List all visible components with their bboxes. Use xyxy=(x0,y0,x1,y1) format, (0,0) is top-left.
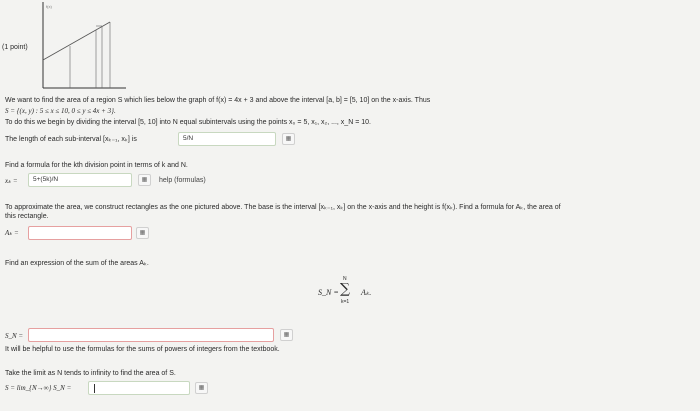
sum-lower-limit: k=1 xyxy=(341,299,350,305)
problem-line-1: We want to find the area of a region S which lies below the graph of f(x) = 4x + 3 and above the interval [a, b] = [5, 10] on the x-axis. Thus xyxy=(5,97,431,104)
q2-label: Aₖ = xyxy=(5,229,19,237)
subinterval-length-input[interactable]: 5/N xyxy=(178,132,276,146)
text-caret xyxy=(94,384,95,393)
matrix-icon[interactable]: ▦ xyxy=(138,174,151,186)
problem-line-2: S = {(x, y) : 5 ≤ x ≤ 10, 0 ≤ y ≤ 4x + 3}. xyxy=(5,107,116,115)
sigma-symbol: ∑ xyxy=(340,281,350,297)
q2-prompt-line-2: this rectangle. xyxy=(5,213,49,220)
division-point-input[interactable]: 5+(5k)/N xyxy=(28,173,132,187)
matrix-icon[interactable]: ▦ xyxy=(280,329,293,341)
points-label: (1 point) xyxy=(2,44,28,51)
matrix-icon[interactable]: ▦ xyxy=(282,133,295,145)
q2-prompt-line-1: To approximate the area, we construct rectangles as the one pictured above. The base is the interval [xₖ₋₁, xₖ] on the x-axis and the height is f(xₖ). Find a formula for Aₖ, the area of xyxy=(5,204,561,211)
sum-upper-limit: N xyxy=(343,276,347,282)
q4-prompt: Take the limit as N tends to infinity to find the area of S. xyxy=(5,370,176,377)
sum-expression-input[interactable] xyxy=(28,328,274,342)
rectangle-graph xyxy=(40,0,130,92)
graph-axis-label: f(x) xyxy=(46,4,52,9)
rectangle-area-input[interactable] xyxy=(28,226,132,240)
q3-prompt: Find an expression of the sum of the areas Aₖ. xyxy=(5,260,149,267)
q1-prompt: Find a formula for the kth division point in terms of k and N. xyxy=(5,162,188,169)
problem-line-3: To do this we begin by dividing the interval [5, 10] into N equal subintervals using the points x₀ = 5, x₁, x₂, ..., x_N = 10. xyxy=(5,119,371,126)
matrix-icon[interactable]: ▦ xyxy=(195,382,208,394)
q4-label: S = lim_{N→∞} S_N = xyxy=(5,384,72,392)
q3-hint: It will be helpful to use the formulas for the sums of powers of integers from the textbook. xyxy=(5,346,280,353)
q3-label: S_N = xyxy=(5,332,24,340)
area-limit-input[interactable] xyxy=(88,381,190,395)
sum-term: Aₖ. xyxy=(361,288,372,297)
q1-label: xₖ = xyxy=(5,177,18,185)
sum-formula-lhs: S_N = xyxy=(318,288,339,297)
subinterval-label: The length of each sub-interval [xₖ₋₁, xₖ] is xyxy=(5,136,137,143)
matrix-icon[interactable]: ▦ xyxy=(136,227,149,239)
help-formulas-link[interactable]: help (formulas) xyxy=(159,177,206,184)
